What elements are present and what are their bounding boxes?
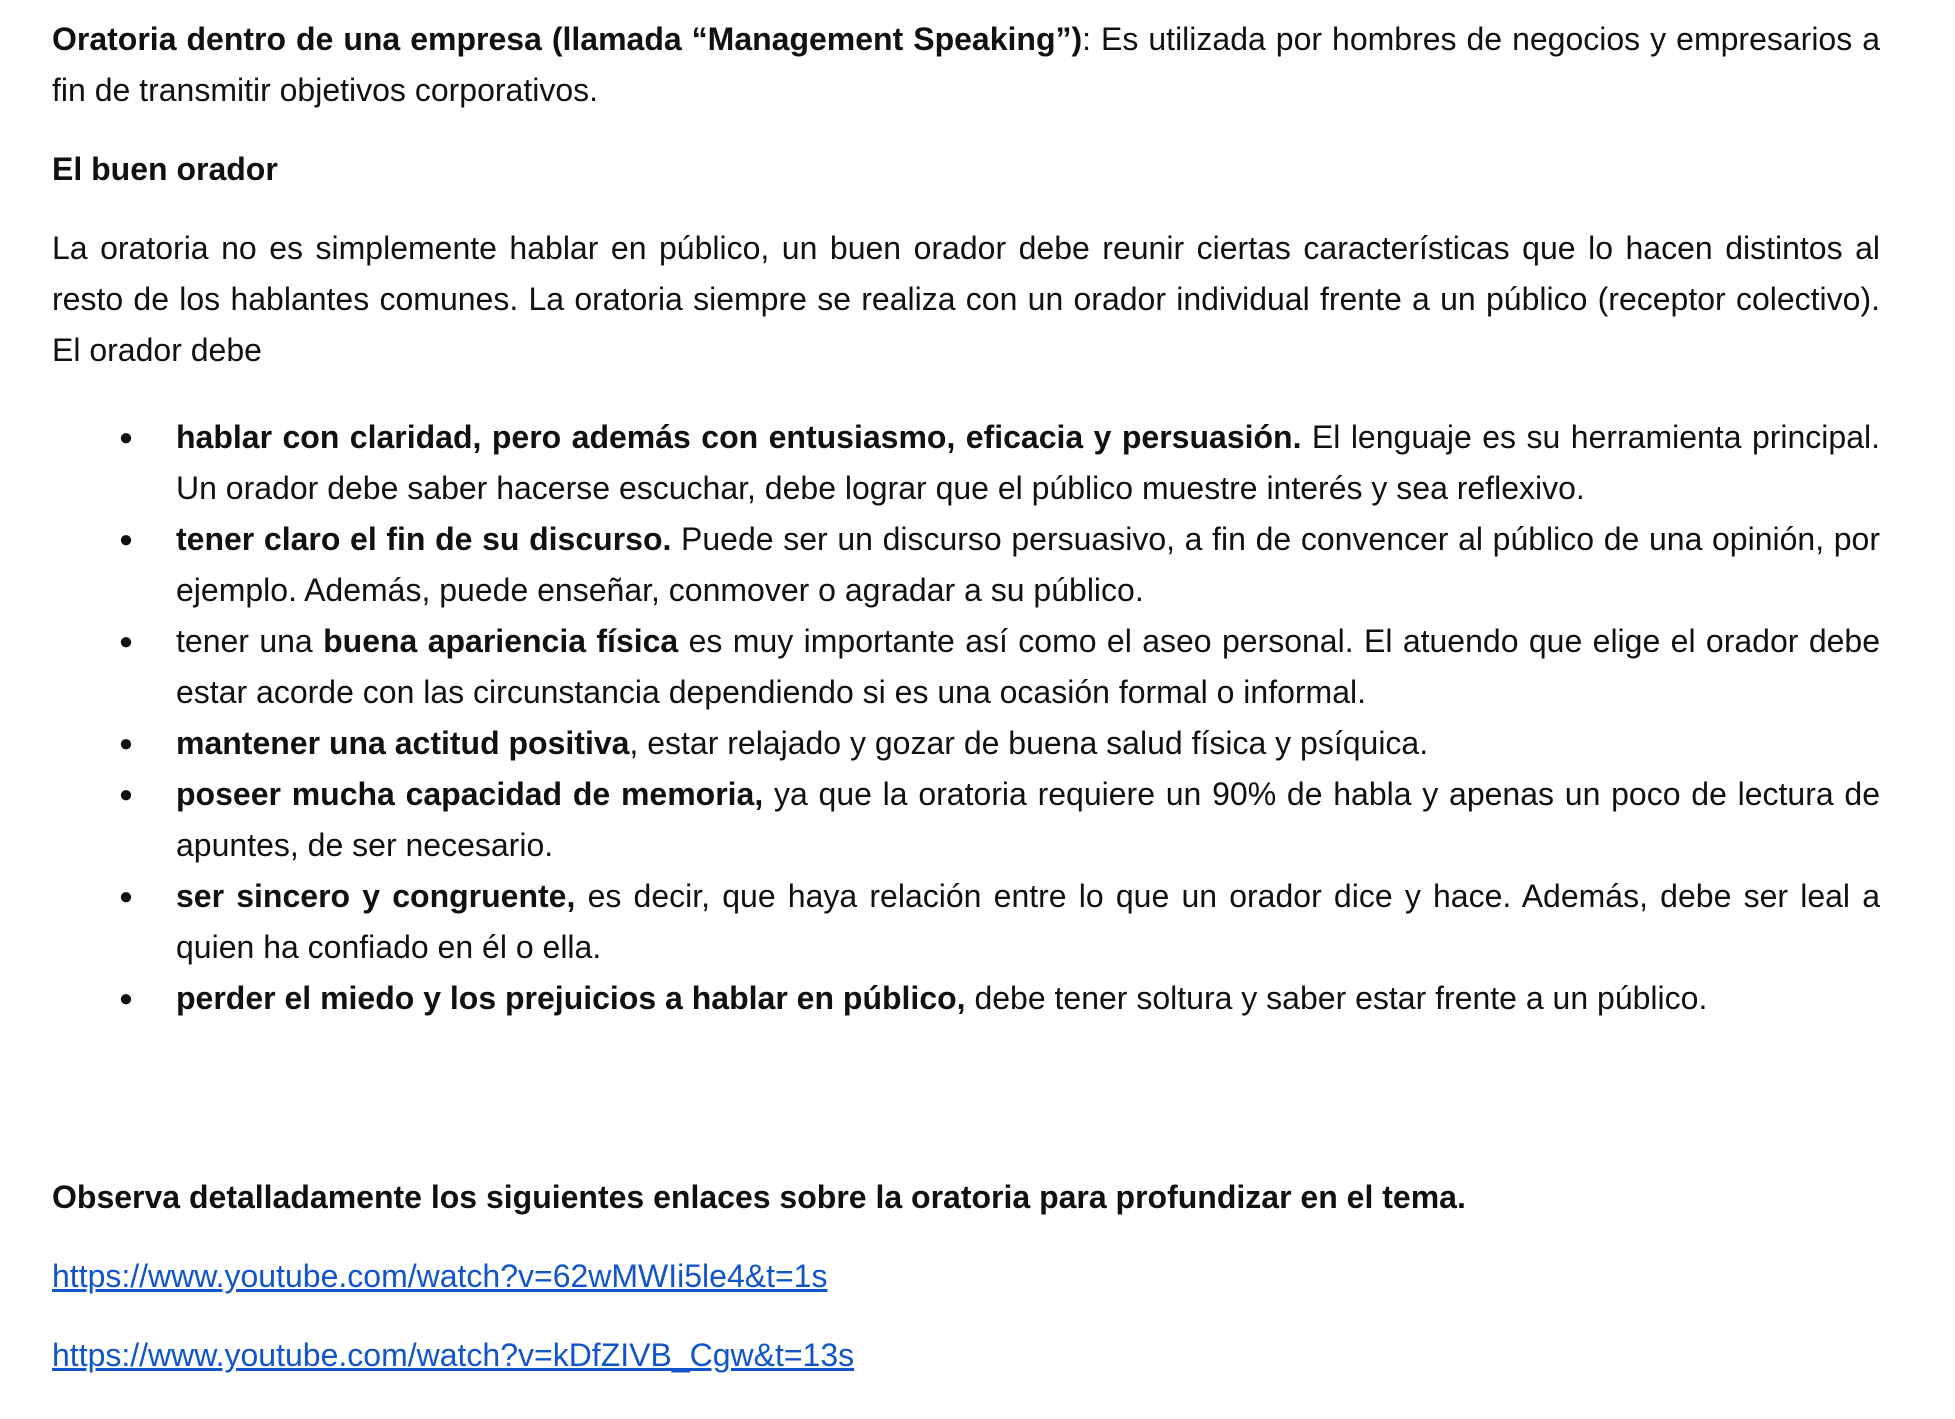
list-item-bold: mantener una actitud positiva <box>176 725 630 761</box>
list-item-bold: poseer mucha capacidad de memoria, <box>176 776 764 812</box>
link-paragraph-1 <box>52 1251 1880 1302</box>
list-item-rest: ya que la oratoria requiere un 90% de habla y apenas un poco de lectura de apuntes, de ser necesario. <box>176 776 1881 863</box>
list-item-rest: es decir, que haya relación entre lo que un orador dice y hace. Además, debe ser leal a quien ha confiado en él o ella. <box>176 878 1881 965</box>
list-item-bold: buena apariencia física <box>323 623 679 659</box>
list-item <box>52 973 1880 1024</box>
bullet-icon: ● <box>118 628 134 655</box>
list-item-pre: tener una <box>176 623 324 659</box>
document-page <box>52 14 1880 1381</box>
observe-heading <box>52 1172 1880 1223</box>
bullet-icon: ● <box>118 526 134 553</box>
list-item-rest: Puede ser un discurso persuasivo, a fin de convencer al público de una opinión, por ejemplo. Además, puede enseñar, conmover o agradar a su público. <box>176 521 1881 608</box>
bullet-icon: ● <box>118 985 134 1012</box>
bullet-icon: ● <box>118 883 134 910</box>
youtube-link-1[interactable]: https://www.youtube.com/watch?v=62wMWIi5le4&t=1s <box>52 1258 828 1294</box>
list-item-bold: perder el miedo y los prejuicios a hablar en público, <box>176 980 966 1016</box>
bullet-icon: ● <box>118 730 134 757</box>
link-paragraph-2 <box>52 1330 1880 1381</box>
youtube-link-2[interactable]: https://www.youtube.com/watch?v=kDfZIVB_Cgw&t=13s <box>52 1337 855 1373</box>
list-item-bold: tener claro el fin de su discurso. <box>176 521 672 557</box>
bullet-icon: ● <box>118 781 134 808</box>
section-heading <box>52 144 1880 195</box>
list-item <box>52 769 1880 871</box>
list-item <box>52 616 1880 718</box>
list-item-rest: debe tener soltura y saber estar frente a un público. <box>965 980 1708 1016</box>
characteristics-list <box>52 412 1880 1024</box>
intro-rest-text: : Es utilizada por hombres de negocios y empresarios a fin de transmitir objetivos corporativos. <box>52 21 1881 108</box>
bullet-icon: ● <box>118 424 134 451</box>
list-item <box>52 412 1880 514</box>
observe-heading-text: Observa detalladamente los siguientes enlaces sobre la oratoria para profundizar en el tema. <box>52 1179 1466 1215</box>
list-item-rest: El lenguaje es su herramienta principal. Un orador debe saber hacerse escuchar, debe lograr que el público muestre interés y sea reflexivo. <box>176 419 1881 506</box>
list-item-rest: , estar relajado y gozar de buena salud física y psíquica. <box>629 725 1429 761</box>
list-item <box>52 718 1880 769</box>
list-item <box>52 514 1880 616</box>
list-item-bold: hablar con claridad, pero además con entusiasmo, eficacia y persuasión. <box>176 419 1302 455</box>
list-item <box>52 871 1880 973</box>
intro-paragraph <box>52 14 1880 116</box>
body-paragraph: La oratoria no es simplemente hablar en público, un buen orador debe reunir ciertas características que lo hacen distintos al resto de los hablantes comunes. La oratoria siempre se realiza con un orador individual frente a un público (receptor colectivo). El orador debe <box>52 230 1880 368</box>
list-item-rest: es muy importante así como el aseo personal. El atuendo que elige el orador debe estar acorde con las circunstancia dependiendo si es una ocasión formal o informal. <box>176 623 1881 710</box>
list-item-bold: ser sincero y congruente, <box>176 878 576 914</box>
intro-bold-text: Oratoria dentro de una empresa (llamada “Management Speaking”) <box>52 21 1083 57</box>
section-heading-text: El buen orador <box>52 151 278 187</box>
